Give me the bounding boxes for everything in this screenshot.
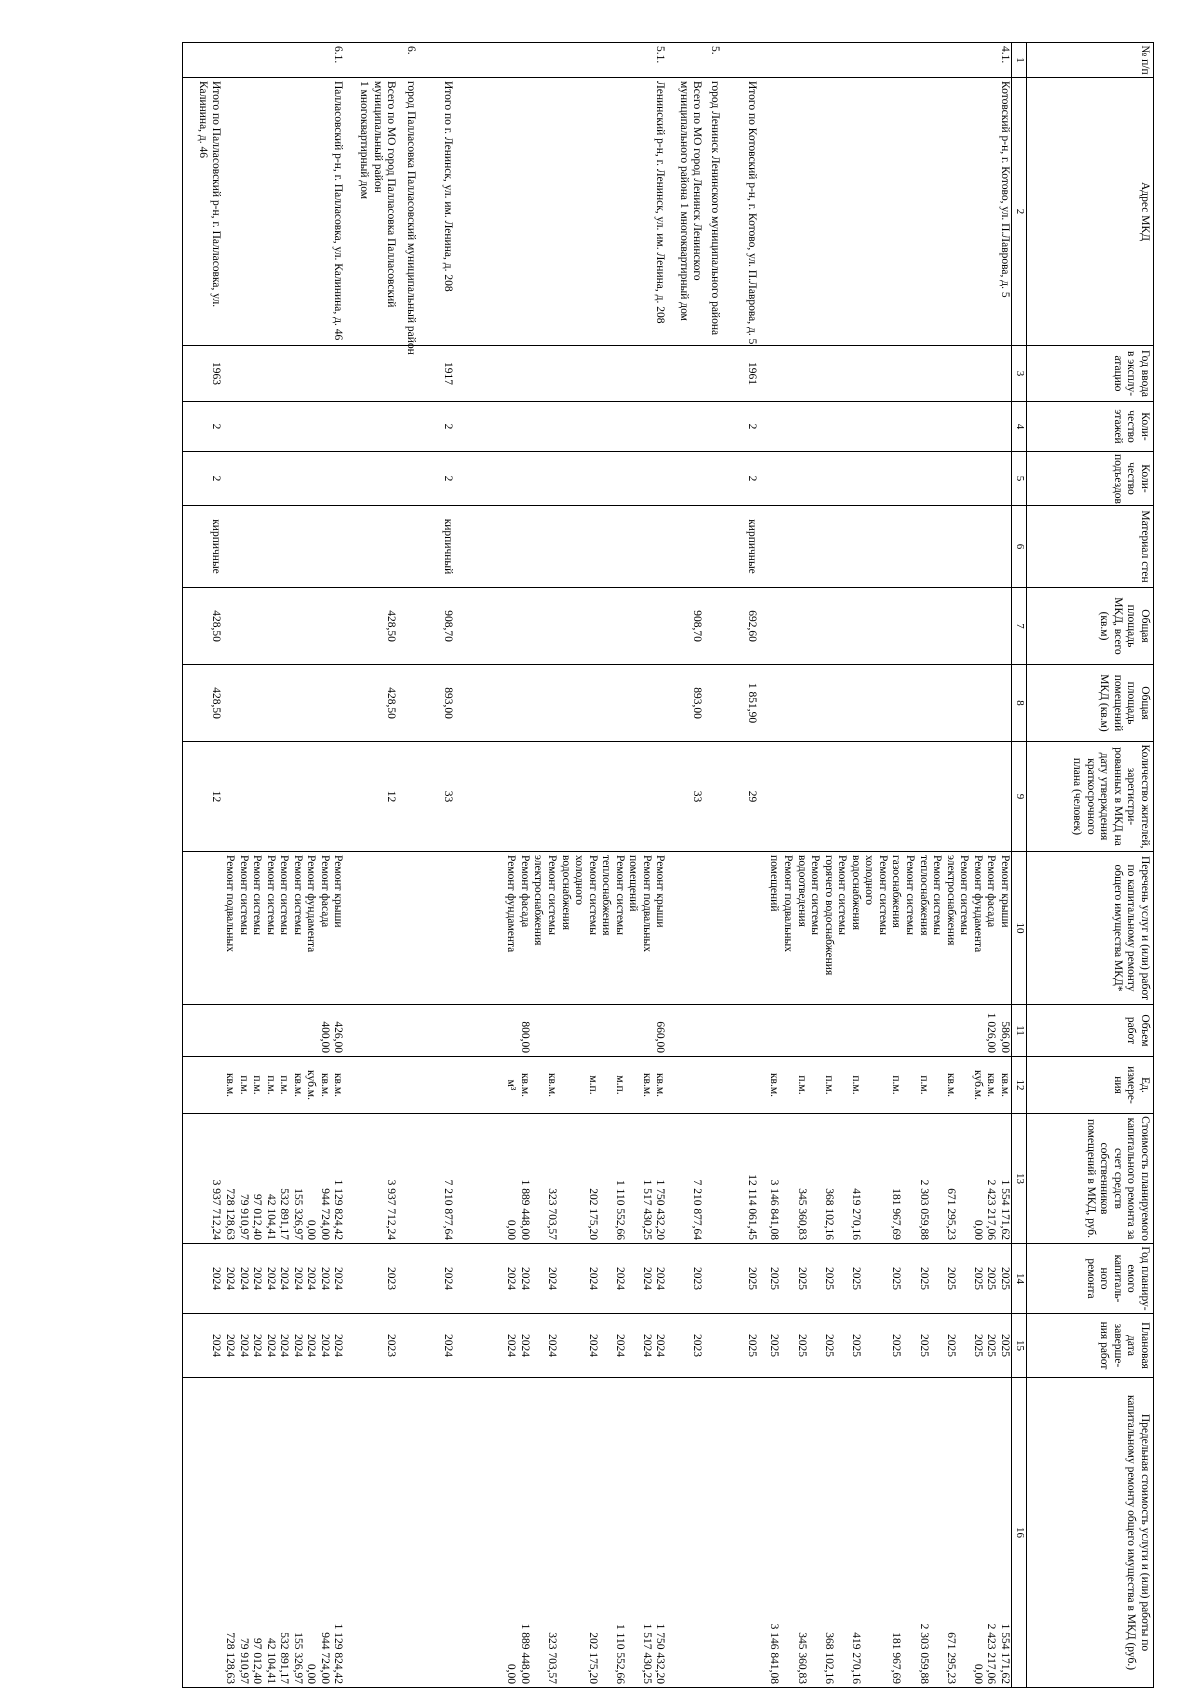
column-number-row <box>1012 43 1027 1688</box>
column-number: 10 <box>1012 852 1027 1005</box>
table-cell <box>345 506 398 588</box>
header-cell: Год планиру-емого капиталь-ного ремонта <box>1027 1244 1154 1314</box>
column-number: 1 <box>1012 43 1027 78</box>
column-number: 14 <box>1012 1244 1027 1314</box>
table-cell: кирпичные <box>722 506 759 588</box>
table-cell: 2023 <box>667 1314 704 1378</box>
table-cell <box>182 1057 222 1114</box>
table-cell <box>722 1378 759 1688</box>
table-cell <box>345 852 398 1005</box>
table-cell: Итого по Котовский р-н, г. Котово, ул. П.Лаврова, д. 5 <box>722 78 759 346</box>
table-cell <box>398 1114 418 1244</box>
table-cell: 2025 2025 2025 2025 2025 2025 2025 2025 2025 2025 <box>759 1244 1012 1314</box>
table-cell <box>345 1378 398 1688</box>
header-cell: Плановая дата заверше-ния работ <box>1027 1314 1154 1378</box>
table-cell <box>182 1378 222 1688</box>
table-cell: 2 <box>182 452 222 506</box>
table-cell: Ремонт крыши Ремонт подвальных помещений Ремонт системы теплоснабжения Ремонт системы холодного водоснабжения Ремонт системы электроснабжения Ремонт фасада Ремонт фундамента <box>455 852 667 1005</box>
column-number: 13 <box>1012 1114 1027 1244</box>
table-cell <box>345 452 398 506</box>
table-cell: 2024 2024 2024 2024 2024 2024 2024 2024 2024 <box>222 1314 344 1378</box>
table-cell: 5.1. <box>455 43 667 78</box>
table-cell <box>704 452 722 506</box>
table-cell <box>398 1005 418 1057</box>
table-cell: 1963 <box>182 346 222 402</box>
column-number: 12 <box>1012 1057 1027 1114</box>
table-cell: 692,60 <box>722 588 759 665</box>
table-cell: 2024 <box>418 1244 455 1314</box>
table-cell: 12 <box>182 742 222 852</box>
header-cell: Предельная стоимость услуги и (или) работы по капитальному ремонту общего имущества в МКД (руб.) <box>1027 1378 1154 1688</box>
table-cell: 5. <box>704 43 722 78</box>
rotated-page <box>19 42 1154 1687</box>
column-number: 3 <box>1012 346 1027 402</box>
table-row <box>222 43 344 1688</box>
table-cell <box>455 452 667 506</box>
table-cell <box>398 742 418 852</box>
table-cell <box>182 1005 222 1057</box>
table-cell <box>759 506 1012 588</box>
table-cell <box>667 346 704 402</box>
table-cell: Палласовский р-н, г. Палласовка, ул. Калинина, д. 46 <box>222 78 344 346</box>
table-cell: Котовский р-н, г. Котово, ул. П.Лаврова, д. 5 <box>759 78 1012 346</box>
table-cell <box>398 1244 418 1314</box>
table-cell <box>222 506 344 588</box>
table-cell: Ремонт крыши Ремонт фасада Ремонт фундамента Ремонт системы электроснабжения Ремонт системы теплоснабжения Ремонт системы газоснабжения Ремонт системы холодного водоснабжения Ремонт системы горячего водоснабжения Ремонт системы водоотведения Ремонт подвальных помещений <box>759 852 1012 1005</box>
header-cell: Коли-чество этажей <box>1027 402 1154 452</box>
table-cell <box>222 742 344 852</box>
table-cell: 1 554 171,62 2 423 217,06 0,00 671 295,23 2 303 059,88 181 967,69 419 270,16 368 102,16 345 360,83 3 146 841,08 <box>759 1114 1012 1244</box>
table-cell <box>182 852 222 1005</box>
table-cell: кв.м. кв.м. куб.м. кв.м. п.м. п.м. п.м. п.м. п.м. кв.м. <box>759 1057 1012 1114</box>
table-cell <box>667 852 704 1005</box>
table-cell <box>182 43 222 78</box>
table-cell: 2023 <box>345 1314 398 1378</box>
table-cell <box>704 402 722 452</box>
column-number: 4 <box>1012 402 1027 452</box>
header-cell: Количество жителей, зарегистри-рованных в МКД на дату утверждения краткосрочного плана (человек) <box>1027 742 1154 852</box>
table-cell: 2025 2025 2025 2025 2025 2025 2025 2025 2025 2025 <box>759 1314 1012 1378</box>
table-cell <box>759 346 1012 402</box>
table-cell: 1917 <box>418 346 455 402</box>
table-row <box>418 43 455 1688</box>
header-cell: Общая площадь помещений МКД (кв.м) <box>1027 665 1154 742</box>
table-cell: 2025 <box>722 1244 759 1314</box>
table-cell <box>418 43 455 78</box>
table-cell: Итого по Палласовский р-н, г. Палласовка, ул. Калинина, д. 46 <box>182 78 222 346</box>
table-cell: Всего по МО город Ленинск Ленинского муниципального района 1 многоквартирный дом <box>667 78 704 346</box>
table-cell <box>704 346 722 402</box>
table-cell: 1 129 824,42 944 724,00 0,00 155 326,97 532 891,17 42 104,41 97 012,40 79 910,97 728 128,63 <box>222 1114 344 1244</box>
header-cell: Объем работ <box>1027 1005 1154 1057</box>
table-cell: 660,00 800,00 <box>455 1005 667 1057</box>
column-number: 8 <box>1012 665 1027 742</box>
table-cell: кв.м. кв.м. м.п. м.п. кв.м. кв.м. м³ <box>455 1057 667 1114</box>
table-cell <box>667 1378 704 1688</box>
table-cell <box>345 1005 398 1057</box>
table-cell <box>418 852 455 1005</box>
table-cell <box>722 1005 759 1057</box>
table-cell: 1 554 171,62 2 423 217,06 0,00 671 295,23 2 303 059,88 181 967,69 419 270,16 368 102,16 345 360,83 3 146 841,08 <box>759 1378 1012 1688</box>
table-cell: 428,50 <box>182 665 222 742</box>
table-row <box>704 43 722 1688</box>
table-cell <box>667 506 704 588</box>
table-cell <box>398 506 418 588</box>
table-cell <box>667 452 704 506</box>
table-cell <box>345 402 398 452</box>
table-body <box>182 43 1011 1688</box>
header-cell: Общая площадь МКД, всего (кв.м) <box>1027 588 1154 665</box>
table-cell <box>759 742 1012 852</box>
table-cell <box>722 1057 759 1114</box>
table-cell <box>345 1057 398 1114</box>
column-number: 5 <box>1012 452 1027 506</box>
table-cell: кирпичный <box>418 506 455 588</box>
table-cell: 1 750 432,20 1 517 430,25 1 110 552,66 202 175,20 323 703,57 1 889 448,00 0,00 <box>455 1114 667 1244</box>
table-cell <box>667 43 704 78</box>
table-cell: 6.1. <box>222 43 344 78</box>
table-cell: 1 750 432,20 1 517 430,25 1 110 552,66 202 175,20 323 703,57 1 889 448,00 0,00 <box>455 1378 667 1688</box>
table-cell <box>759 452 1012 506</box>
table-cell: 908,70 <box>667 588 704 665</box>
table-cell <box>704 742 722 852</box>
table-cell: 33 <box>667 742 704 852</box>
table-row <box>759 43 1012 1688</box>
table-cell <box>455 402 667 452</box>
table-cell: 2 <box>722 452 759 506</box>
table-cell <box>345 346 398 402</box>
column-number: 9 <box>1012 742 1027 852</box>
column-number: 15 <box>1012 1314 1027 1378</box>
table-cell <box>418 1005 455 1057</box>
table-cell <box>418 1057 455 1114</box>
table-row <box>667 43 704 1688</box>
column-number: 6 <box>1012 506 1027 588</box>
table-cell: 2024 <box>182 1244 222 1314</box>
table-cell: 2 <box>418 452 455 506</box>
table-cell <box>704 506 722 588</box>
table-cell <box>398 452 418 506</box>
table-row <box>345 43 398 1688</box>
table-cell <box>704 1057 722 1114</box>
table-cell <box>398 1057 418 1114</box>
capital-repair-table <box>182 42 1154 1688</box>
table-cell: Ремонт крыши Ремонт фасада Ремонт фундамента Ремонт системы Ремонт системы Ремонт системы Ремонт системы Ремонт системы Ремонт подвальных <box>222 852 344 1005</box>
table-cell: 33 <box>418 742 455 852</box>
header-cell: Коли-чество подъездов <box>1027 452 1154 506</box>
table-cell: Итого по г. Ленинск, ул. им. Ленина, д. 208 <box>418 78 455 346</box>
table-cell <box>222 346 344 402</box>
table-cell <box>759 402 1012 452</box>
table-cell: 2 <box>418 402 455 452</box>
table-cell: 428,50 <box>345 665 398 742</box>
header-cell: Материал стен <box>1027 506 1154 588</box>
table-cell: 3 937 712,24 <box>182 1114 222 1244</box>
table-row <box>398 43 418 1688</box>
header-row <box>1027 43 1154 1688</box>
table-cell: 428,50 <box>345 588 398 665</box>
table-cell <box>667 402 704 452</box>
table-cell <box>704 1114 722 1244</box>
table-cell <box>222 402 344 452</box>
table-cell: город Палласовка Палласовский муниципальный район <box>398 78 418 346</box>
table-row <box>182 43 222 1688</box>
column-number: 11 <box>1012 1005 1027 1057</box>
table-cell: 2024 2024 2024 2024 2024 2024 2024 2024 2024 <box>222 1244 344 1314</box>
table-cell: кирпичные <box>182 506 222 588</box>
table-cell: 12 114 061,45 <box>722 1114 759 1244</box>
table-cell <box>398 1314 418 1378</box>
column-number: 2 <box>1012 78 1027 346</box>
table-cell: 2023 <box>345 1244 398 1314</box>
table-cell: 29 <box>722 742 759 852</box>
table-cell <box>455 665 667 742</box>
table-cell <box>398 1378 418 1688</box>
header-cell: № п/п <box>1027 43 1154 78</box>
table-cell: 428,50 <box>182 588 222 665</box>
table-cell: кв.м. кв.м. куб.м. кв.м. п.м. п.м. п.м. п.м. кв.м. <box>222 1057 344 1114</box>
table-cell <box>704 1314 722 1378</box>
table-row <box>455 43 667 1688</box>
table-cell <box>704 1378 722 1688</box>
column-number: 16 <box>1012 1378 1027 1688</box>
table-cell <box>398 852 418 1005</box>
table-cell: 908,70 <box>418 588 455 665</box>
table-cell: Ленинский р-н, г. Ленинск, ул. им. Ленина, д. 208 <box>455 78 667 346</box>
header-cell: Перечень услуг и (или) работ по капитальному ремонту общего имущества МКД* <box>1027 852 1154 1005</box>
header-cell: Адрес МКД <box>1027 78 1154 346</box>
table-cell <box>455 742 667 852</box>
table-cell: 1961 <box>722 346 759 402</box>
table-cell: 2024 2024 2024 2024 2024 2024 2024 <box>455 1244 667 1314</box>
table-cell: город Ленинск Ленинского муниципального района <box>704 78 722 346</box>
table-cell <box>455 506 667 588</box>
table-cell <box>759 588 1012 665</box>
table-cell <box>704 665 722 742</box>
table-cell: 586,00 1 026,00 <box>759 1005 1012 1057</box>
table-cell <box>704 1244 722 1314</box>
table-cell: 7 210 877,64 <box>418 1114 455 1244</box>
table-cell <box>722 852 759 1005</box>
table-cell: 2 <box>722 402 759 452</box>
table-cell: 3 937 712,24 <box>345 1114 398 1244</box>
table-cell <box>704 588 722 665</box>
header-cell: Стоимость планируемого капитального ремонта за счет средств собственников помещений в МКД, руб. <box>1027 1114 1154 1244</box>
table-cell <box>222 665 344 742</box>
column-number: 7 <box>1012 588 1027 665</box>
table-cell <box>418 1378 455 1688</box>
header-cell: Ед. измере-ния <box>1027 1057 1154 1114</box>
table-cell: 893,00 <box>667 665 704 742</box>
table-cell: 2 <box>182 402 222 452</box>
table-cell: 12 <box>345 742 398 852</box>
table-cell: 4.1. <box>759 43 1012 78</box>
table-cell <box>704 852 722 1005</box>
table-cell <box>455 588 667 665</box>
table-cell: 2023 <box>667 1244 704 1314</box>
table-cell: 426,00 400,00 <box>222 1005 344 1057</box>
table-cell <box>398 402 418 452</box>
table-cell <box>759 665 1012 742</box>
table-cell: 2025 <box>722 1314 759 1378</box>
table-cell <box>398 665 418 742</box>
table-cell <box>722 43 759 78</box>
table-cell: 6. <box>398 43 418 78</box>
table-cell <box>704 1005 722 1057</box>
table-cell <box>222 588 344 665</box>
table-cell <box>455 346 667 402</box>
table-cell: 2024 2024 2024 2024 2024 2024 2024 <box>455 1314 667 1378</box>
table-cell: 2024 <box>182 1314 222 1378</box>
table-cell <box>345 43 398 78</box>
table-cell <box>667 1005 704 1057</box>
table-cell: 7 210 877,64 <box>667 1114 704 1244</box>
table-cell <box>398 588 418 665</box>
table-cell <box>222 452 344 506</box>
table-cell: 2024 <box>418 1314 455 1378</box>
table-cell: Всего по МО город Палласовка Палласовский муниципальный район 1 многоквартирный дом <box>345 78 398 346</box>
table-cell: 1 129 824,42 944 724,00 0,00 155 326,97 532 891,17 42 104,41 97 012,40 79 910,97 728 128,63 <box>222 1378 344 1688</box>
table-row <box>722 43 759 1688</box>
header-cell: Год ввода в эксплу-атацию <box>1027 346 1154 402</box>
table-cell <box>667 1057 704 1114</box>
table-cell: 1 851,90 <box>722 665 759 742</box>
table-cell: 893,00 <box>418 665 455 742</box>
